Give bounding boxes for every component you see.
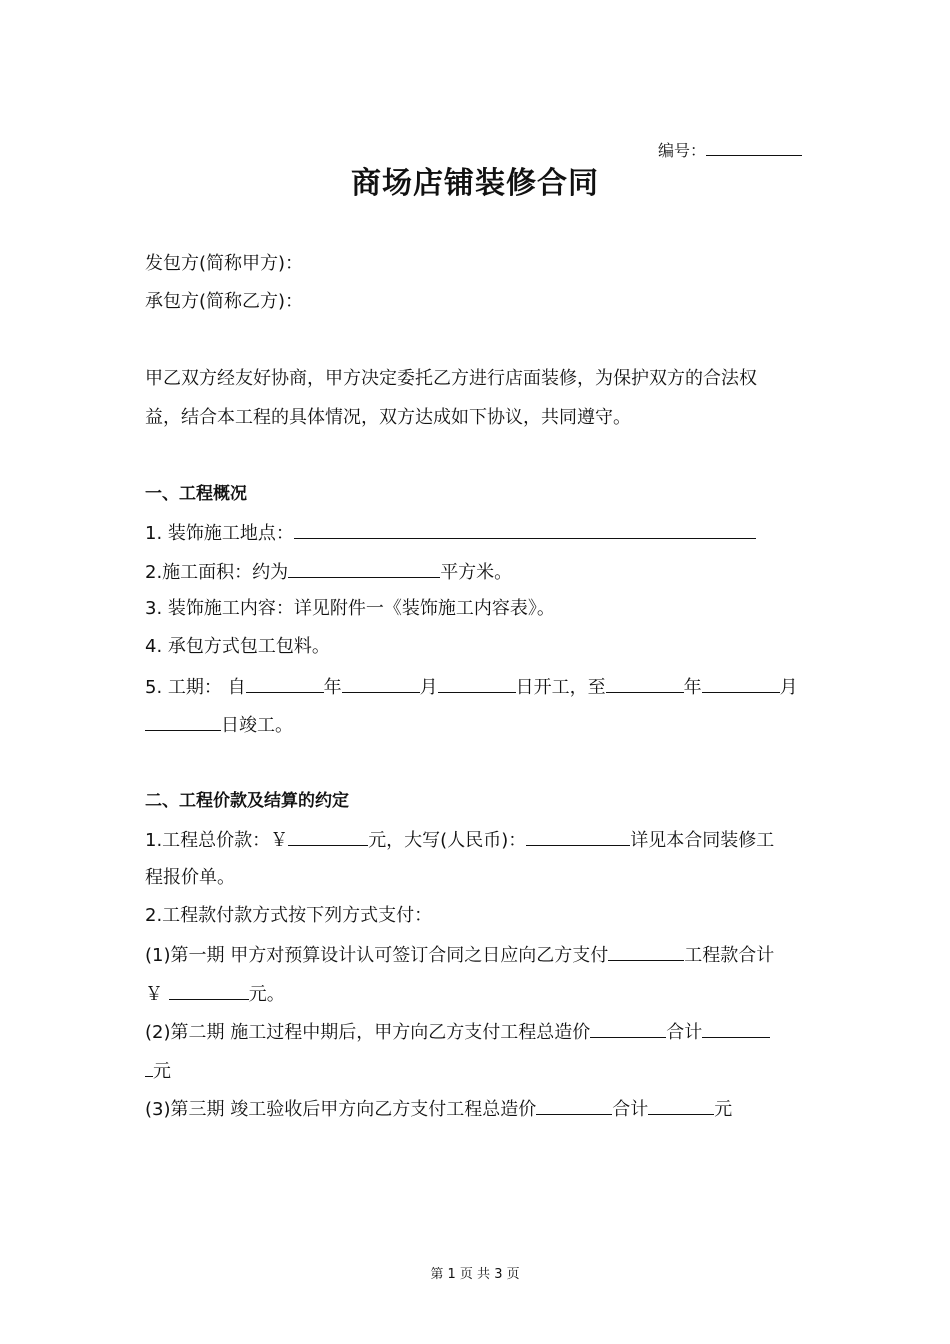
- end-year-blank: [606, 674, 684, 693]
- phase-1-total-label: 工程款合计: [684, 945, 775, 966]
- party-b-line: 承包方(简称乙方)：: [145, 291, 304, 312]
- document-title: 商场店铺装修合同: [351, 166, 599, 201]
- phase-2-blank: [590, 1019, 666, 1038]
- item-content: 3. 装饰施工内容：详见附件一《装饰施工内容表》。: [145, 598, 555, 619]
- payment-phase-2: [145, 1019, 770, 1045]
- payment-phase-1: [145, 942, 774, 968]
- serial-blank: [706, 137, 802, 156]
- section-1-heading: 一、工程概况: [145, 484, 247, 504]
- total-price-ref: 详见本合同装修工: [630, 830, 775, 851]
- item-period: [145, 674, 798, 700]
- phase-3-unit: 元: [714, 1099, 733, 1120]
- start-year-blank: [246, 674, 324, 693]
- item-contract-mode: 4. 承包方式包工包料。: [145, 636, 330, 657]
- total-price-words-label: 元，大写(人民币)：: [368, 830, 527, 851]
- item-location-label: 1. 装饰施工地点：: [145, 523, 294, 544]
- item-location: [145, 520, 756, 546]
- phase-2-amount-blank: [702, 1019, 770, 1038]
- period-year-1: 年: [323, 677, 342, 698]
- item-area: [145, 559, 512, 585]
- phase-2-amount-blank-cont: [145, 1058, 153, 1077]
- payment-phase-3: [145, 1096, 732, 1122]
- item-area-prefix: 2.施工面积：约为: [145, 562, 289, 583]
- total-price-blank: [288, 827, 368, 846]
- period-year-2: 年: [683, 677, 702, 698]
- phase-3-amount-blank: [648, 1096, 714, 1115]
- period-start: 日开工，至: [515, 677, 606, 698]
- item-period-line-2: [145, 712, 293, 738]
- phase-1-unit: 元。: [248, 984, 285, 1005]
- phase-3-total-label: 合计: [612, 1099, 649, 1120]
- intro-line-1: 甲乙双方经友好协商，甲方决定委托乙方进行店面装修，为保护双方的合法权: [145, 368, 757, 389]
- payment-phase-2-line-2: [145, 1058, 171, 1084]
- phase-2-unit: 元: [153, 1061, 171, 1082]
- total-price-line-2: 程报价单。: [145, 867, 235, 888]
- period-label: 5. 工期： 自: [145, 677, 246, 698]
- area-blank: [288, 559, 440, 578]
- total-price-label: 1.工程总价款：￥: [145, 830, 289, 851]
- phase-3-blank: [536, 1096, 612, 1115]
- phase-2-text: (2)第二期 施工过程中期后，甲方向乙方支付工程总造价: [145, 1022, 591, 1043]
- phase-1-amount-blank: [169, 981, 249, 1000]
- section-2-heading: 二、工程价款及结算的约定: [145, 791, 349, 811]
- party-a-line: 发包方(简称甲方)：: [145, 253, 304, 274]
- serial-label: 编号：: [658, 141, 707, 160]
- item-area-suffix: 平方米。: [440, 562, 513, 583]
- page-footer: 第 1 页 共 3 页: [430, 1267, 520, 1282]
- period-month-2: 月: [779, 677, 798, 698]
- phase-2-total-label: 合计: [666, 1022, 703, 1043]
- total-price-line: [145, 827, 774, 853]
- intro-line-2: 益，结合本工程的具体情况，双方达成如下协议，共同遵守。: [145, 407, 631, 428]
- location-blank: [294, 520, 756, 539]
- period-month-1: 月: [419, 677, 438, 698]
- total-price-words-blank: [526, 827, 630, 846]
- period-end: 日竣工。: [221, 715, 293, 736]
- start-month-blank: [342, 674, 420, 693]
- start-day-blank: [438, 674, 516, 693]
- end-day-blank: [145, 712, 221, 731]
- serial-number: [658, 137, 802, 162]
- phase-1-blank: [608, 942, 684, 961]
- end-month-blank: [702, 674, 780, 693]
- payment-intro: 2.工程款付款方式按下列方式支付：: [145, 905, 433, 926]
- phase-1-currency: ￥: [145, 984, 163, 1005]
- phase-3-text: (3)第三期 竣工验收后甲方向乙方支付工程总造价: [145, 1099, 537, 1120]
- payment-phase-1-line-2: [145, 981, 285, 1007]
- phase-1-text: (1)第一期 甲方对预算设计认可签订合同之日应向乙方支付: [145, 945, 609, 966]
